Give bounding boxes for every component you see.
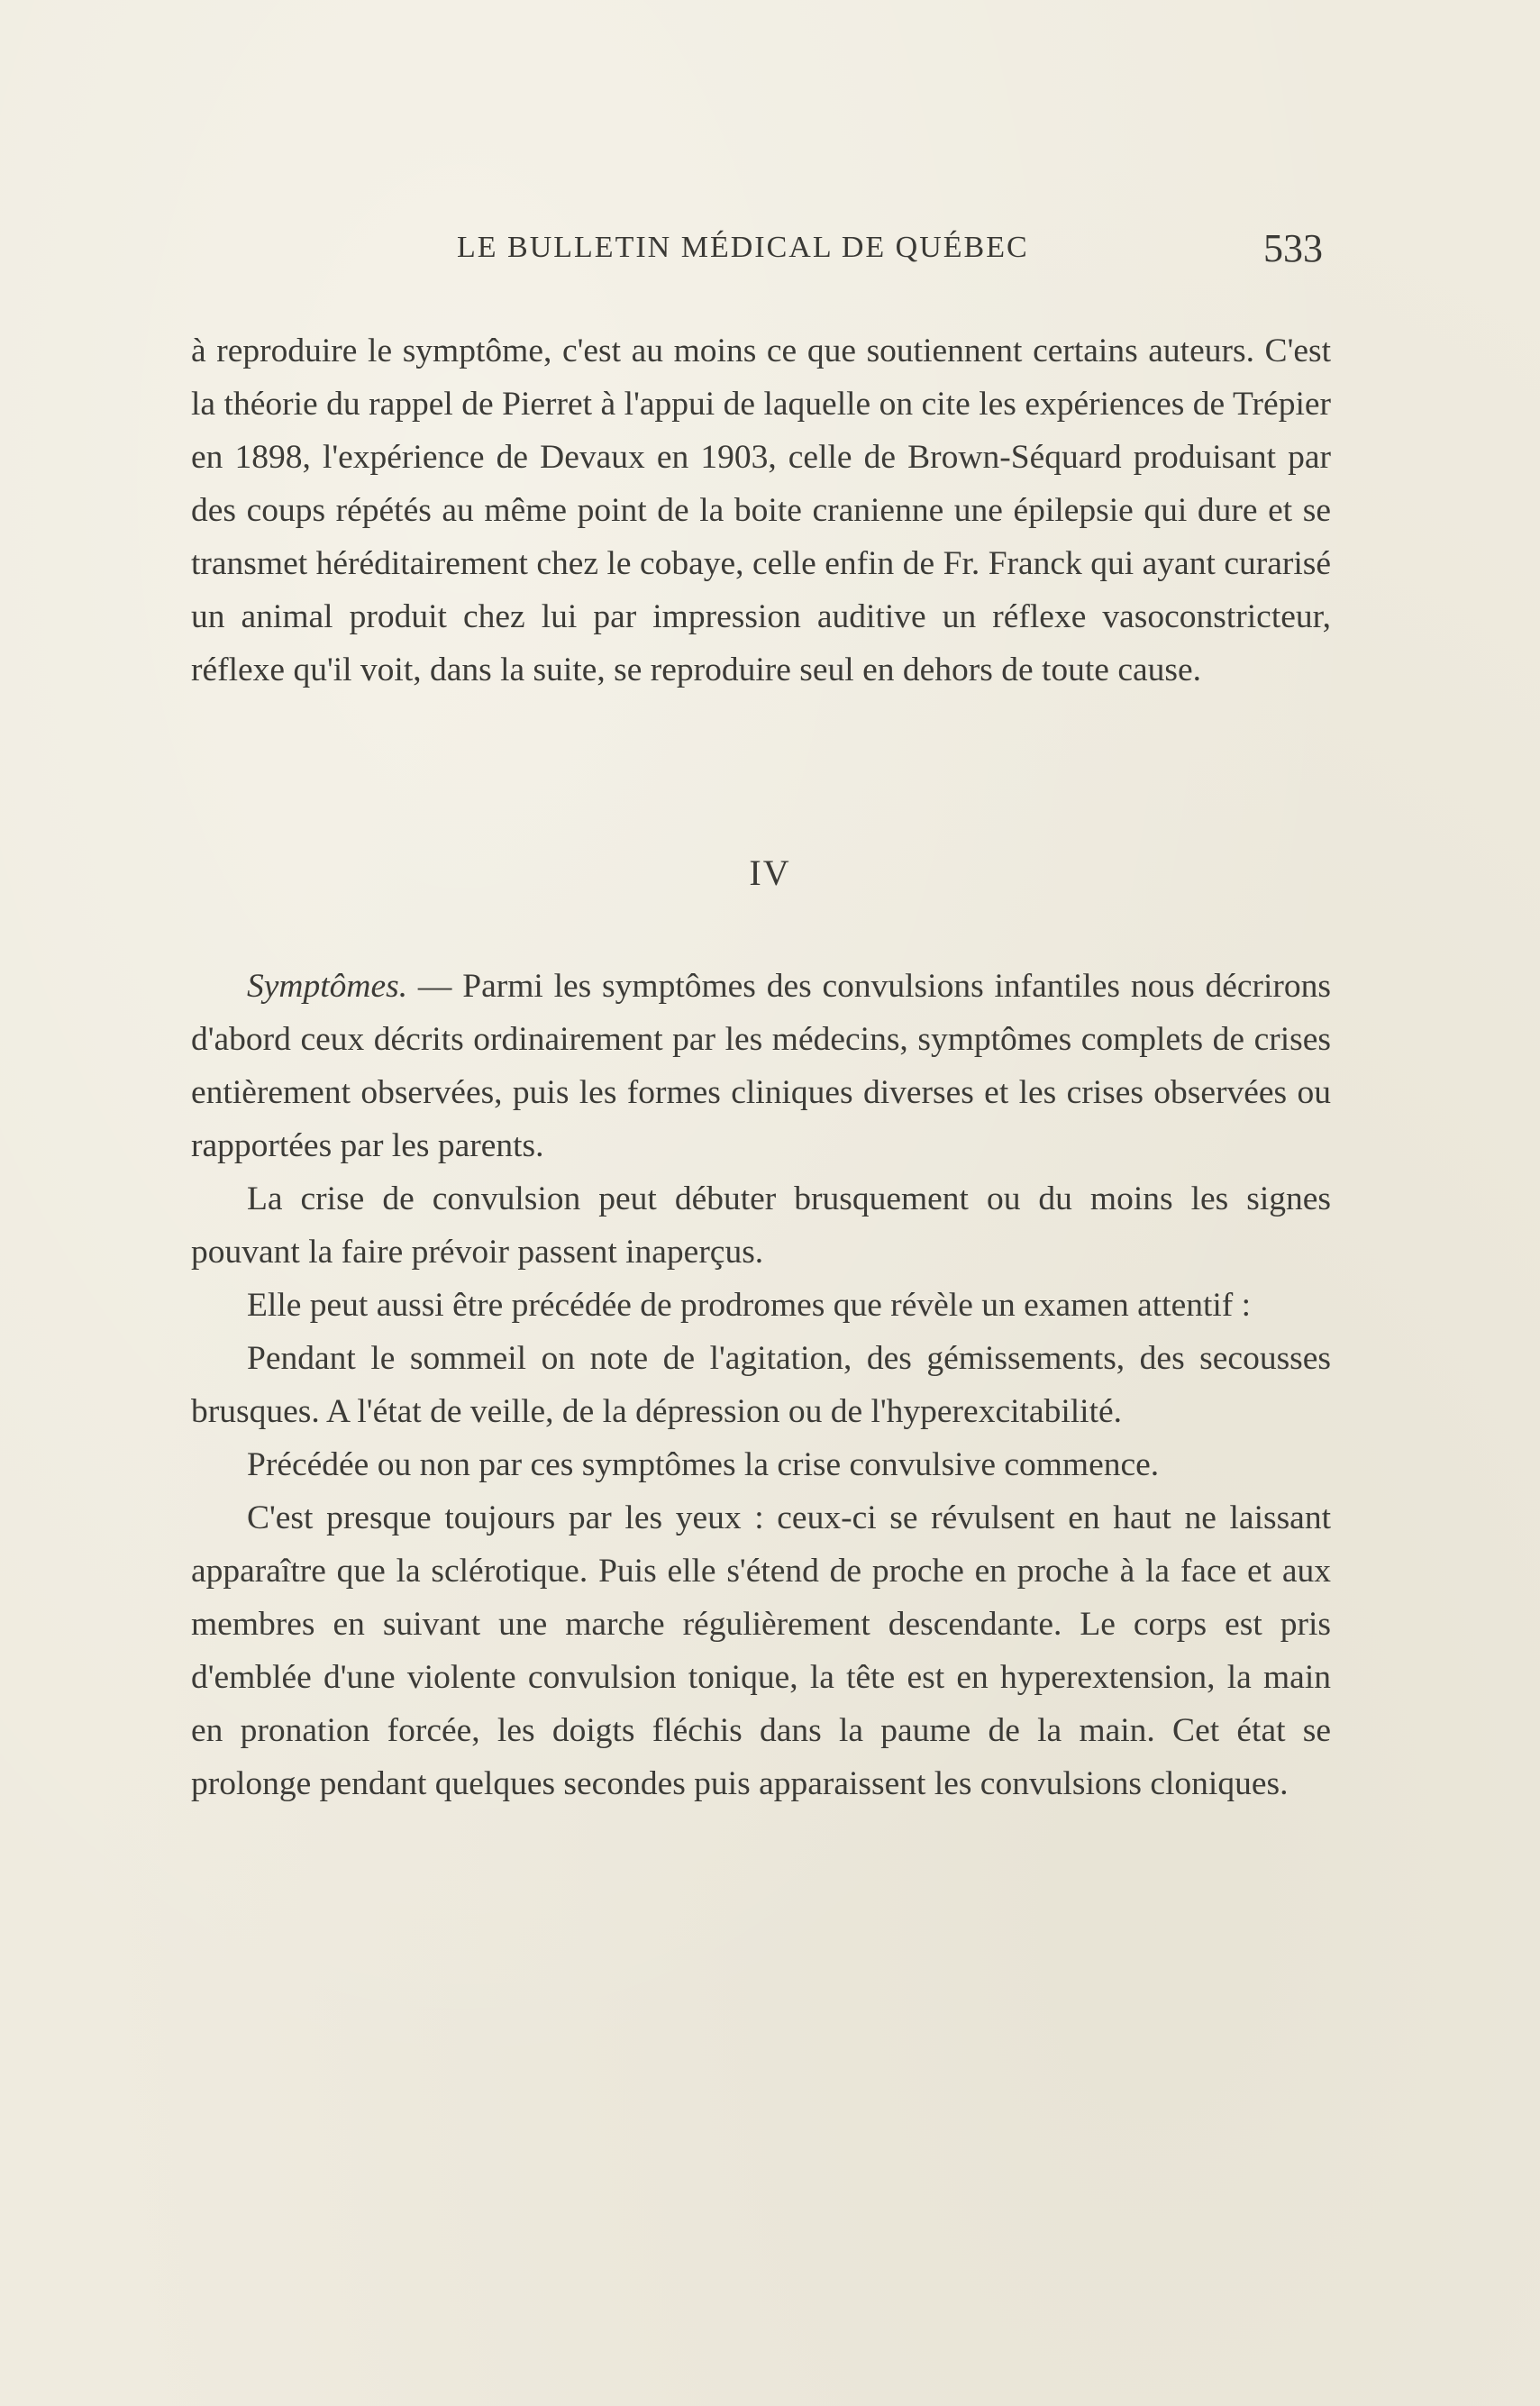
- section-heading-rest: — Parmi les symptômes des convulsions infantiles nous décrirons d'abord ceux décrits ordinairement par les médecins, symptômes complets de crises entièrement observées, puis les formes cliniques diverses et les crises observées ou rapportées par les parents.: [191, 968, 1331, 1164]
- paragraph: Précédée ou non par ces symptômes la crise convulsive commence.: [247, 1446, 1160, 1483]
- section-first-paragraph: [191, 960, 1331, 1172]
- page-number: 533: [1263, 226, 1323, 270]
- section-number: IV: [749, 852, 791, 893]
- text-block-section: [191, 960, 1331, 1810]
- paragraph: Pendant le sommeil on note de l'agitation, des gémissements, des secousses brusques. A l'état de veille, de la dépression ou de l'hyperexcitabilité.: [191, 1340, 1331, 1430]
- running-title: LE BULLETIN MÉDICAL DE QUÉBEC: [457, 231, 1029, 264]
- section-heading: Symptômes.: [247, 968, 408, 1005]
- paragraph: Elle peut aussi être précédée de prodromes que révèle un examen attentif :: [247, 1287, 1252, 1324]
- paragraph: à reproduire le symptôme, c'est au moins ce que soutiennent certains auteurs. C'est la théorie du rappel de Pierret à l'appui de laquelle on cite les expériences de Trépier en 1898, l'expérience de Devaux en 1903, celle de Brown-Séquard produisant par des coups répétés au même point de la boite cranienne une épilepsie qui dure et se transmet héréditairement chez le cobaye, celle enfin de Fr. Franck qui ayant curarisé un animal produit chez lui par impression auditive un réflexe vasoconstricteur, réflexe qu'il voit, dans la suite, se reproduire seul en dehors de toute cause.: [191, 333, 1331, 688]
- running-head: [0, 225, 1540, 279]
- text-block-before-section: [191, 324, 1331, 697]
- paragraph: La crise de convulsion peut débuter brusquement ou du moins les signes pouvant la faire prévoir passent inaperçus.: [191, 1180, 1331, 1271]
- paragraph: C'est presque toujours par les yeux : ceux-ci se révulsent en haut ne laissant apparaître que la sclérotique. Puis elle s'étend de proche en proche à la face et aux membres en suivant une marche régulièrement descendante. Le corps est pris d'emblée d'une violente convulsion tonique, la tête est en hyperextension, la main en pronation forcée, les doigts fléchis dans la paume de la main. Cet état se prolonge pendant quelques secondes puis apparaissent les convulsions cloniques.: [191, 1499, 1331, 1802]
